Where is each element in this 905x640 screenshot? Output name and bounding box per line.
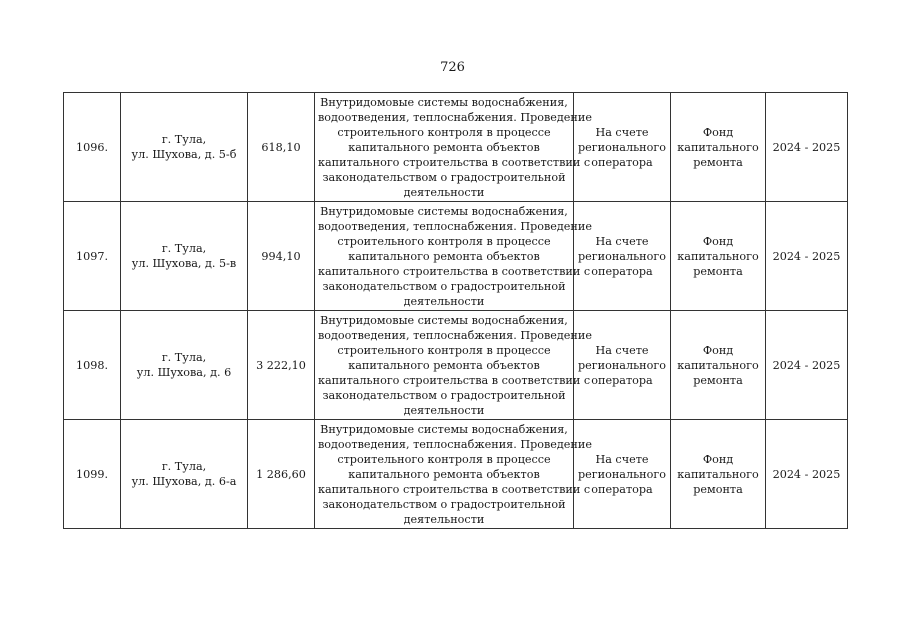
table-row <box>64 202 848 311</box>
area-cell: 994,10 <box>248 202 315 311</box>
account-line: регионального <box>578 467 666 481</box>
account-line: На счете <box>595 343 649 357</box>
works-cell <box>315 420 592 529</box>
fund-cell <box>671 420 766 529</box>
table-row <box>64 420 848 529</box>
works-line: капитального строительства в соответствии с <box>318 264 591 278</box>
period-cell: 2024 - 2025 <box>766 420 848 529</box>
address-line: г. Тула, <box>161 460 207 473</box>
works-line: капитального ремонта объектов <box>348 467 540 481</box>
account-line: оператора <box>591 264 653 278</box>
fund-line: капитального <box>677 358 759 372</box>
period-cell: 2024 - 2025 <box>766 311 848 420</box>
account-line: На счете <box>595 452 649 466</box>
works-cell <box>315 311 592 420</box>
works-line: капитального ремонта объектов <box>348 140 540 154</box>
works-line: Внутридомовые системы водоснабжения, <box>320 95 568 109</box>
area-cell: 3 222,10 <box>248 311 315 420</box>
address-line: г. Тула, <box>161 242 207 255</box>
works-line: Внутридомовые системы водоснабжения, <box>320 313 568 327</box>
account-line: На счете <box>595 125 649 139</box>
works-line: строительного контроля в процессе <box>337 234 551 248</box>
works-line: водоотведения, теплоснабжения. Проведение <box>318 328 592 342</box>
area-cell: 1 286,60 <box>248 420 315 529</box>
address-cell <box>121 420 248 529</box>
fund-line: Фонд <box>702 125 734 139</box>
account-line: регионального <box>578 358 666 372</box>
works-line: водоотведения, теплоснабжения. Проведение <box>318 437 592 451</box>
account-cell <box>574 420 671 529</box>
account-line: регионального <box>578 140 666 154</box>
row-number: 1097. <box>64 202 121 311</box>
fund-cell <box>671 311 766 420</box>
row-number: 1099. <box>64 420 121 529</box>
fund-line: капитального <box>677 140 759 154</box>
account-line: оператора <box>591 373 653 387</box>
address-cell <box>121 93 248 202</box>
area-cell: 618,10 <box>248 93 315 202</box>
account-cell <box>574 202 671 311</box>
works-line: строительного контроля в процессе <box>337 125 551 139</box>
works-line: законодательством о градостроительной <box>322 279 566 293</box>
period-cell: 2024 - 2025 <box>766 93 848 202</box>
fund-line: капитального <box>677 249 759 263</box>
table-row <box>64 311 848 420</box>
address-line: ул. Шухова, д. 6 <box>136 366 232 379</box>
address-cell <box>121 311 248 420</box>
address-line: г. Тула, <box>161 133 207 146</box>
fund-line: ремонта <box>693 264 743 278</box>
fund-line: Фонд <box>702 452 734 466</box>
works-line: капитального ремонта объектов <box>348 249 540 263</box>
works-line: Внутридомовые системы водоснабжения, <box>320 422 568 436</box>
account-line: регионального <box>578 249 666 263</box>
works-line: водоотведения, теплоснабжения. Проведение <box>318 110 592 124</box>
works-line: капитального строительства в соответствии с <box>318 155 591 169</box>
fund-line: Фонд <box>702 343 734 357</box>
account-line: оператора <box>591 482 653 496</box>
works-line: деятельности <box>403 294 485 308</box>
works-line: законодательством о градостроительной <box>322 388 566 402</box>
table-body <box>64 93 848 529</box>
account-line: оператора <box>591 155 653 169</box>
account-line: На счете <box>595 234 649 248</box>
works-cell <box>315 202 592 311</box>
fund-cell <box>671 93 766 202</box>
works-line: деятельности <box>403 403 485 417</box>
page-number: 726 <box>440 60 465 75</box>
period-cell: 2024 - 2025 <box>766 202 848 311</box>
account-cell <box>574 311 671 420</box>
fund-line: капитального <box>677 467 759 481</box>
fund-line: ремонта <box>693 373 743 387</box>
works-line: капитального строительства в соответствии с <box>318 373 591 387</box>
program-table <box>63 92 848 529</box>
account-cell <box>574 93 671 202</box>
works-line: Внутридомовые системы водоснабжения, <box>320 204 568 218</box>
works-line: капитального ремонта объектов <box>348 358 540 372</box>
fund-line: ремонта <box>693 155 743 169</box>
address-cell <box>121 202 248 311</box>
fund-line: Фонд <box>702 234 734 248</box>
address-line: ул. Шухова, д. 5-б <box>131 148 237 161</box>
row-number: 1096. <box>64 93 121 202</box>
works-line: водоотведения, теплоснабжения. Проведение <box>318 219 592 233</box>
fund-line: ремонта <box>693 482 743 496</box>
row-number: 1098. <box>64 311 121 420</box>
works-line: деятельности <box>403 185 485 199</box>
address-line: ул. Шухова, д. 5-в <box>131 257 237 270</box>
works-line: строительного контроля в процессе <box>337 452 551 466</box>
works-line: законодательством о градостроительной <box>322 497 566 511</box>
address-line: ул. Шухова, д. 6-а <box>131 475 237 488</box>
table-row <box>64 93 848 202</box>
works-line: деятельности <box>403 512 485 526</box>
works-line: строительного контроля в процессе <box>337 343 551 357</box>
fund-cell <box>671 202 766 311</box>
works-cell <box>315 93 592 202</box>
works-line: капитального строительства в соответствии с <box>318 482 591 496</box>
address-line: г. Тула, <box>161 351 207 364</box>
works-line: законодательством о градостроительной <box>322 170 566 184</box>
